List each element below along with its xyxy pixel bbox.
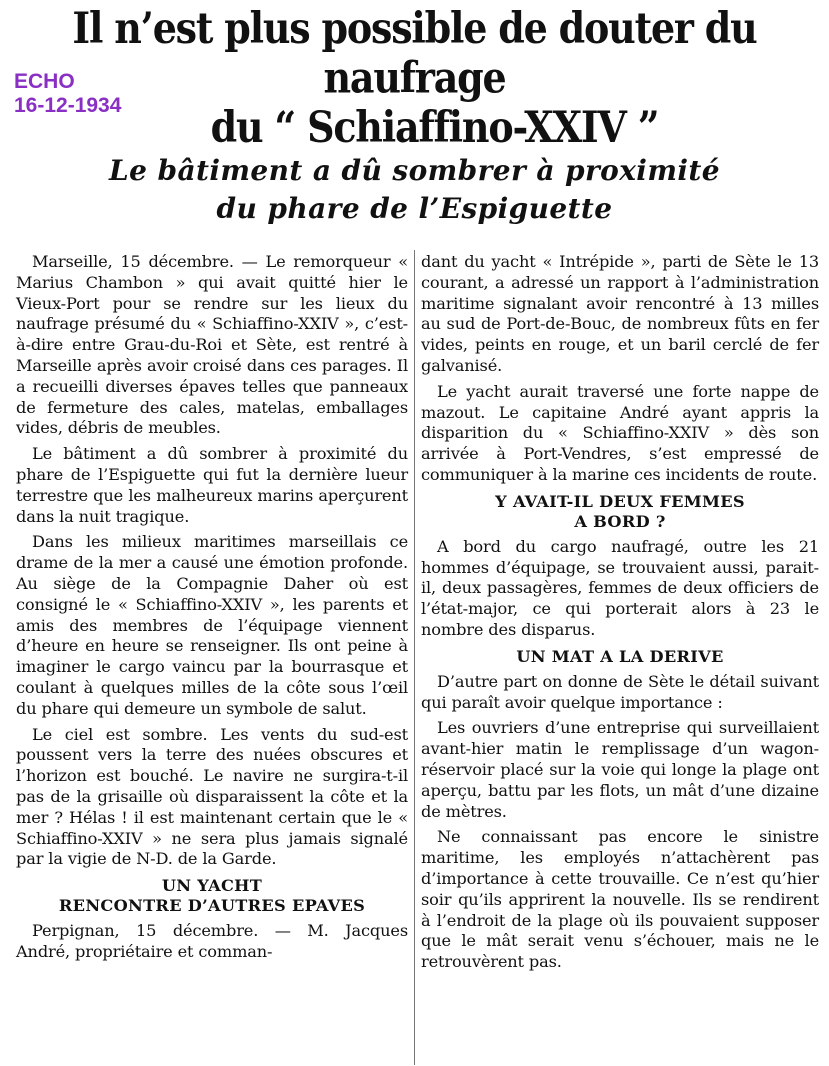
section-heading-mat: UN MAT A LA DERIVE (516, 646, 724, 666)
headline-line-2: du “ Schiaffino-XXIV ” (210, 101, 659, 152)
paragraph: Le bâtiment a dû sombrer à proximité du phare de l’Espiguette qui fut la dernière lueur terrestre que les malheureux marins aperçurent dans la nuit tragique. (16, 444, 408, 526)
subheadline-line-2: du phare de l’Espiguette (216, 192, 613, 225)
paragraph: Dans les milieux maritimes marseillais ce drame de la mer a causé une émotion profonde. Au siège de la Compagnie Daher où est consigné le « Schiaffino-XXIV », les parents et amis des membres de l’équipage viennent d’heure en heure se renseigner. Ils ont peine à imaginer le cargo vaincu par la bourrasque et coulant à quelques milles de la côte sous l’œil du phare qui demeure un symbole de salut. (16, 532, 408, 718)
paragraph: dant du yacht « Intrépide », parti de Sète le 13 courant, a adressé un rapport à l’administration maritime signalant avoir rencontré à 13 milles au sud de Port-de-Bouc, de nombreux fûts en fer vides, peints en rouge, et un baril cerclé de fer galvanisé. (421, 252, 819, 375)
paragraph: Le yacht aurait traversé une forte nappe de mazout. Le capitaine André ayant appris la disparition du « Schiaffino-XXIV » dès son arrivée à Port-Vendres, s’est empressé de communiquer à la marine ces incidents de route. (421, 381, 819, 484)
paragraph: Marseille, 15 décembre. — Le remorqueur « Marius Chambon » qui avait quitté hier le Vieux-Port pour se rendre sur les lieux du naufrage présumé du « Schiaffino-XXIV », c’est-à-dire entre Grau-du-Roi et Sète, est rentré à Marseille après avoir croisé dans ces parages. Il a recueilli diverses épaves telles que panneaux de fermeture des cales, matelas, emballages vides, débris de meubles. (16, 252, 408, 438)
section-heading-femmes (421, 492, 819, 532)
paragraph: Les ouvriers d’une entreprise qui surveillaient avant-hier matin le remplissage d’un wagon-réservoir placé sur la voie qui longe la plage ont aperçu, battu par les flots, un mât d’une dizaine de mètres. (421, 718, 819, 821)
section-heading-line: UN YACHT (161, 876, 263, 896)
source-date: 16-12-1934 (14, 94, 122, 117)
subheadline-line-1: Le bâtiment a dû sombrer à proximité (109, 154, 720, 187)
headline (0, 4, 829, 152)
subheadline (0, 152, 829, 228)
section-heading-line: A BORD ? (574, 511, 666, 531)
section-heading-line: Y AVAIT-IL DEUX FEMMES (495, 491, 745, 511)
section-heading-yacht (16, 876, 408, 916)
source-label (14, 70, 121, 118)
source-name: ECHO (14, 70, 75, 93)
left-column (16, 252, 408, 968)
paragraph: A bord du cargo naufragé, outre les 21 hommes d’équipage, se trouvaient aussi, parait-il, deux passagères, femmes de deux officiers de l’état-major, ce qui porterait alors à 23 le nombre des disparus. (421, 536, 819, 639)
section-heading-line: RENCONTRE D’AUTRES EPAVES (58, 896, 366, 916)
paragraph: D’autre part on donne de Sète le détail suivant qui paraît avoir quelque importance : (421, 671, 819, 712)
paragraph: Le ciel est sombre. Les vents du sud-est poussent vers la terre des nuées obscures et l’horizon est bouché. Le navire ne surgira-t-il pas de la grisaille où disparaissent la côte et la mer ? Hélas ! il est maintenant certain que le « Schiaffino-XXIV » ne sera plus jamais signalé par la vigie de N-D. de la Garde. (16, 724, 408, 869)
paragraph: Ne connaissant pas encore le sinistre maritime, les employés n’attachèrent pas d’importance à cette trouvaille. Ce n’est qu’hier soir qu’ils apprirent la nouvelle. Ils se rendirent à l’endroit de la plage où ils pouvaient supposer que le mât serait venu s’échouer, mais ne le retrouvèrent pas. (421, 827, 819, 972)
right-column (421, 252, 819, 978)
paragraph: Perpignan, 15 décembre. — M. Jacques André, propriétaire et comman- (16, 921, 408, 961)
headline-line-1: Il n’est plus possible de douter du naufrage (72, 2, 757, 103)
column-divider (414, 250, 415, 1065)
